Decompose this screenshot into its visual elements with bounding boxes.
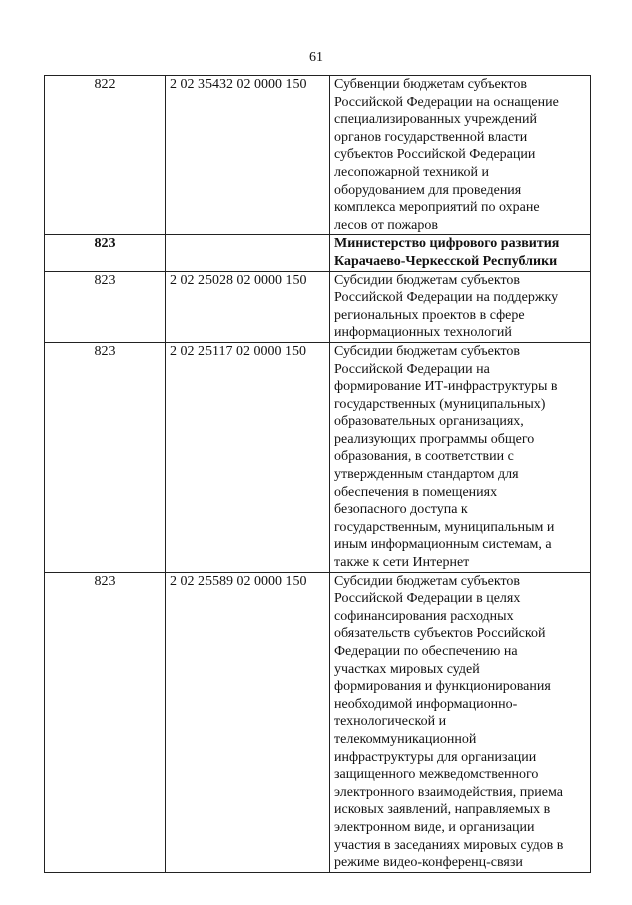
description-line: Российской Федерации на (334, 361, 490, 377)
table-row (45, 342, 591, 572)
admin-code-cell: 823 (45, 235, 166, 271)
description-line: режиме видео-конференц-связи (334, 855, 523, 871)
description-line: образования, в соответствии с (334, 449, 514, 465)
description-line: Субсидии бюджетам субъектов (334, 343, 521, 359)
description-cell (330, 235, 591, 271)
budget-code-cell: 2 02 25028 02 0000 150 (166, 271, 330, 342)
description-line: обязательств субъектов Российской (334, 626, 546, 642)
table-body (45, 76, 591, 873)
description-line: оборудованием для проведения (334, 182, 522, 198)
description-line: Субвенции бюджетам субъектов (334, 77, 527, 92)
description-line: необходимой информационно- (334, 696, 518, 712)
description-line: Российской Федерации на оснащение (334, 94, 559, 110)
description-line: безопасного доступа к (334, 502, 468, 518)
description-line: реализующих программы общего (334, 431, 535, 447)
budget-code-cell: 2 02 25117 02 0000 150 (166, 342, 330, 572)
description-line: комплекса мероприятий по охране (334, 200, 540, 216)
description-line: Министерство цифрового развития (334, 236, 560, 252)
description-line: специализированных учреждений (334, 112, 538, 128)
admin-code-cell: 823 (45, 572, 166, 872)
description-cell (330, 271, 591, 342)
description-line: также к сети Интернет (334, 555, 470, 571)
description-line: государственных (муниципальных) (334, 396, 546, 412)
description-line: региональных проектов в сфере (334, 307, 525, 323)
description-line: Федерации по обеспечению на (334, 644, 518, 659)
budget-code-cell: 2 02 25589 02 0000 150 (166, 572, 330, 872)
description-line: технологической и (334, 714, 447, 730)
description-line: защищенного межведомственного (334, 767, 539, 783)
description-line: Российской Федерации в целях (334, 591, 521, 607)
admin-code-cell: 823 (45, 342, 166, 572)
description-line: лесов от пожаров (334, 217, 438, 233)
page-number: 61 (309, 50, 323, 65)
description-line: образовательных организациях, (334, 414, 524, 430)
table-row (45, 76, 591, 235)
description-line: инфраструктуры для организации (334, 749, 537, 765)
admin-code-cell: 823 (45, 271, 166, 342)
description-line: Российской Федерации на поддержку (334, 290, 559, 306)
admin-code-cell: 822 (45, 76, 166, 235)
description-line: утвержденным стандартом для (334, 467, 519, 483)
description-line: формирования и функционирования (334, 679, 551, 695)
table-row (45, 235, 591, 271)
description-line: органов государственной власти (334, 129, 528, 145)
budget-code-cell (166, 235, 330, 271)
description-cell (330, 342, 591, 572)
table-row (45, 572, 591, 872)
description-line: Карачаево-Черкесской Республики (334, 253, 558, 269)
description-line: софинансирования расходных (334, 608, 514, 624)
description-line: исковых заявлений, направляемых в (334, 802, 551, 818)
description-cell (330, 76, 591, 235)
description-line: обеспечения в помещениях (334, 484, 498, 500)
description-line: субъектов Российской Федерации (334, 147, 536, 163)
budget-classification-table (44, 75, 591, 873)
description-line: формирование ИТ-инфраструктуры в (334, 379, 558, 395)
description-cell (330, 572, 591, 872)
description-line: электронном виде, и организации (334, 819, 535, 835)
description-line: иным информационным системам, а (334, 537, 552, 553)
description-line: информационных технологий (334, 325, 512, 341)
description-line: государственным, муниципальным и (334, 519, 555, 535)
table-row (45, 271, 591, 342)
description-line: Субсидии бюджетам субъектов (334, 272, 521, 288)
description-line: телекоммуникационной (334, 731, 477, 747)
budget-code-cell: 2 02 35432 02 0000 150 (166, 76, 330, 235)
description-line: участках мировых судей (334, 661, 480, 677)
description-line: электронного взаимодействия, приема (334, 784, 563, 800)
description-line: участия в заседаниях мировых судов в (334, 837, 564, 853)
description-line: Субсидии бюджетам субъектов (334, 573, 521, 589)
description-line: лесопожарной техникой и (334, 164, 489, 180)
